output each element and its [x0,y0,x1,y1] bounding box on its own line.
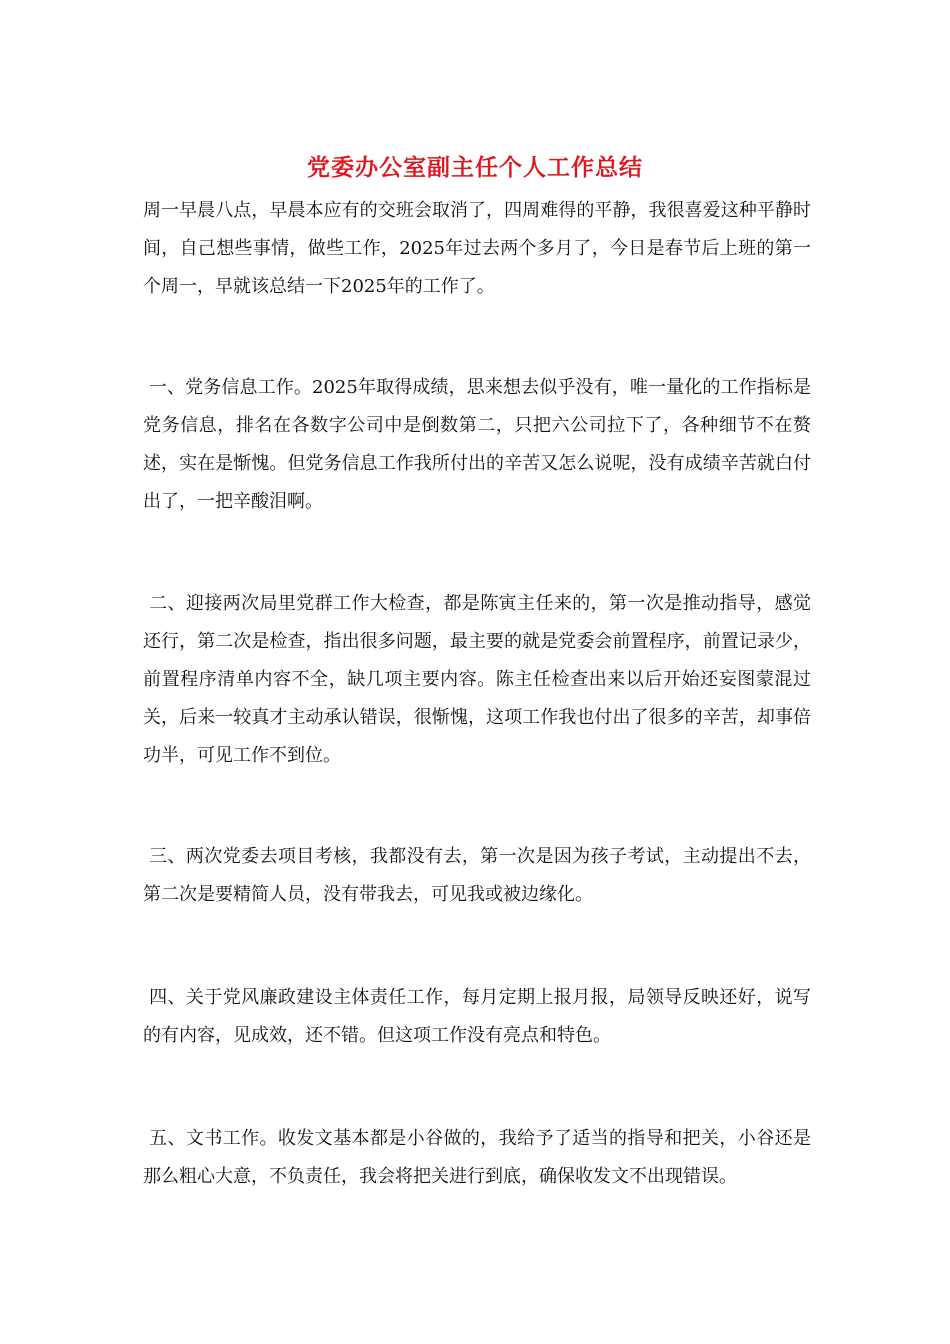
paragraph-section-3: 三、两次党委去项目考核，我都没有去，第一次是因为孩子考试，主动提出不去，第二次是要精简人员，没有带我去，可见我或被边缘化。 [143,846,811,905]
paragraph-section-1: 一、党务信息工作。2025年取得成绩，思来想去似乎没有，唯一量化的工作指标是党务信息，排名在各数字公司中是倒数第二，只把六公司拉下了，各种细节不在赘述，实在是惭愧。但党务信息工作我所付出的辛苦又怎么说呢，没有成绩辛苦就白付出了，一把辛酸泪啊。 [143,377,811,512]
paragraph-section-2: 二、迎接两次局里党群工作大检查，都是陈寅主任来的，第一次是推动指导，感觉还行，第二次是检查，指出很多问题，最主要的就是党委会前置程序，前置记录少，前置程序清单内容不全，缺几项主要内容。陈主任检查出来以后开始还妄图蒙混过关，后来一较真才主动承认错误，很惭愧，这项工作我也付出了很多的辛苦，却事倍功半，可见工作不到位。 [143,593,811,766]
paragraph-section-5: 五、文书工作。收发文基本都是小谷做的，我给予了适当的指导和把关，小谷还是那么粗心大意，不负责任，我会将把关进行到底，确保收发文不出现错误。 [143,1128,811,1187]
paragraph-intro: 周一早晨八点，早晨本应有的交班会取消了，四周难得的平静，我很喜爱这种平静时间，自己想些事情，做些工作，2025年过去两个多月了，今日是春节后上班的第一个周一，早就该总结一下2025年的工作了。 [143,200,811,297]
paragraph-section-4: 四、关于党风廉政建设主体责任工作，每月定期上报月报，局领导反映还好，说写的有内容，见成效，还不错。但这项工作没有亮点和特色。 [143,987,811,1046]
document-title: 党委办公室副主任个人工作总结 [307,154,643,181]
